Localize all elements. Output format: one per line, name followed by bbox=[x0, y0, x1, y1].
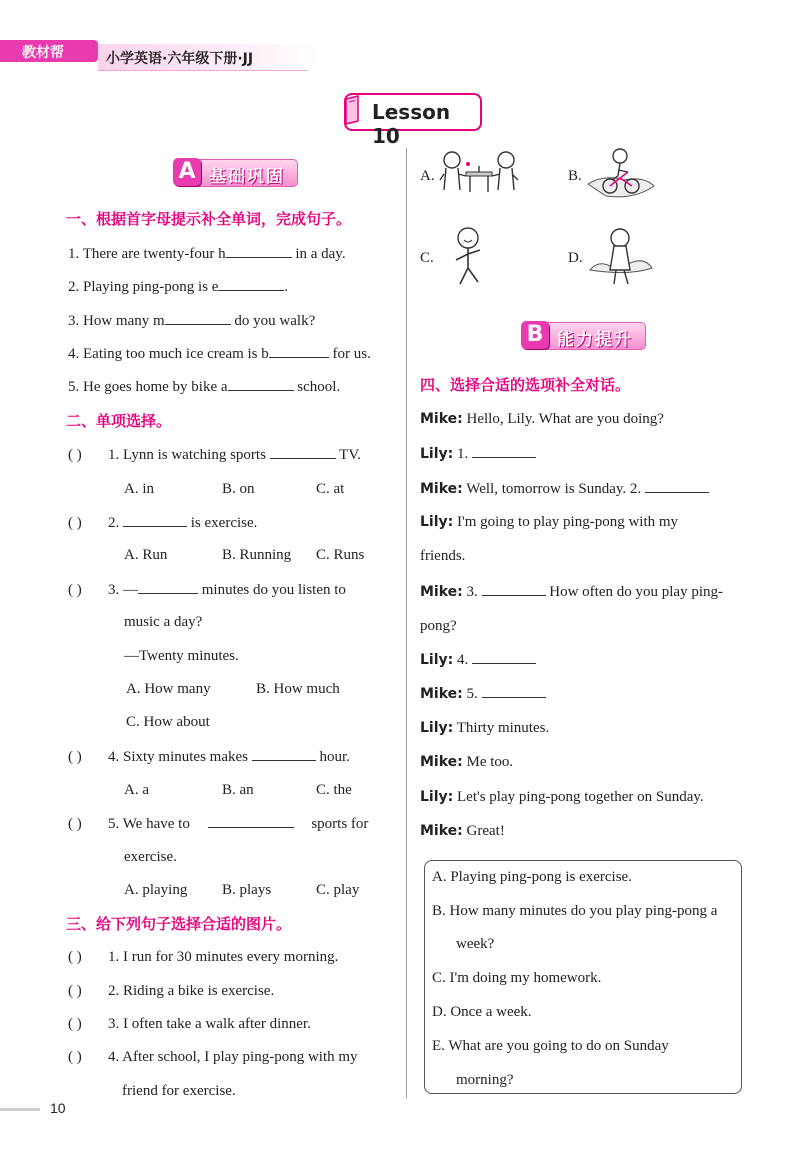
option: E. What are you going to do on Sunday bbox=[432, 1038, 669, 1054]
dialogue-line: Mike: Well, tomorrow is Sunday. 2. bbox=[420, 478, 709, 499]
question: ( ) 4. After school, I play ping-pong with my bbox=[68, 1049, 358, 1065]
dialogue-line: Mike: 3. How often do you play ping- bbox=[420, 581, 723, 602]
option-line: week? bbox=[456, 936, 495, 952]
section-b-title: 能力提升 bbox=[557, 330, 633, 350]
dialogue-line: Lily: I'm going to play ping-pong with my bbox=[420, 514, 679, 530]
section-b-header bbox=[524, 322, 646, 350]
picture-label: C. bbox=[420, 250, 434, 266]
question: ( ) 2. Riding a bike is exercise. bbox=[68, 983, 275, 999]
section-a-letter: A bbox=[173, 158, 201, 186]
dialogue-line: Lily: 1. bbox=[420, 443, 536, 464]
part1-item: 2. Playing ping-pong is e . bbox=[68, 276, 288, 297]
part1-heading: 一、根据首字母提示补全单词，完成句子。 bbox=[66, 210, 352, 228]
question: ( ) 5. We have to sports for bbox=[68, 813, 368, 834]
option: A. How many bbox=[126, 681, 211, 697]
section-a-header bbox=[176, 159, 298, 187]
option: B. How much bbox=[256, 681, 340, 697]
option: A. a bbox=[124, 782, 149, 798]
option: C. at bbox=[316, 481, 345, 497]
picture-label: B. bbox=[568, 168, 582, 184]
option: A. Playing ping-pong is exercise. bbox=[432, 869, 632, 885]
question-line: exercise. bbox=[124, 849, 177, 865]
option: C. Runs bbox=[316, 547, 365, 563]
header-brand: 教材帮 bbox=[22, 45, 64, 61]
part1-item: 3. How many m do you walk? bbox=[68, 310, 315, 331]
option-line: morning? bbox=[456, 1072, 514, 1088]
part1-item: 1. There are twenty-four h in a day. bbox=[68, 243, 346, 264]
question-line: music a day? bbox=[124, 614, 203, 630]
part4-heading: 四、选择合适的选项补全对话。 bbox=[420, 376, 631, 394]
header-subject: 小学英语·六年级下册·JJ bbox=[106, 51, 254, 67]
section-a-title: 基础巩固 bbox=[209, 167, 285, 187]
question: ( ) 3. — minutes do you listen to bbox=[68, 579, 346, 600]
section-b-letter: B bbox=[521, 321, 549, 349]
dialogue-line: Lily: Thirty minutes. bbox=[420, 720, 550, 736]
part2-heading: 二、单项选择。 bbox=[66, 412, 172, 430]
question: ( ) 1. I run for 30 minutes every morning. bbox=[68, 949, 339, 965]
option: A. Run bbox=[124, 547, 168, 563]
dialogue-line: friends. bbox=[420, 548, 466, 564]
option: C. How about bbox=[126, 714, 210, 730]
option: C. I'm doing my homework. bbox=[432, 970, 602, 986]
question: ( ) 3. I often take a walk after dinner. bbox=[68, 1016, 311, 1032]
dialogue-line: pong? bbox=[420, 618, 457, 634]
picture-label: D. bbox=[568, 250, 583, 266]
option: C. play bbox=[316, 882, 360, 898]
lesson-title: Lesson 10 bbox=[372, 100, 451, 148]
riding-bike-picture bbox=[584, 146, 656, 206]
dialogue-line: Lily: Let's play ping-pong together on Sunday. bbox=[420, 789, 704, 805]
header-subject-bar bbox=[98, 44, 318, 70]
dialogue-line: Mike: 5. bbox=[420, 683, 546, 704]
option: A. in bbox=[124, 481, 154, 497]
question: ( ) 1. Lynn is watching sports TV. bbox=[68, 444, 361, 465]
ping-pong-picture bbox=[438, 150, 520, 202]
book-icon bbox=[342, 95, 364, 125]
picture-label: A. bbox=[420, 168, 435, 184]
walking-picture bbox=[588, 226, 654, 290]
dialogue-line: Mike: Hello, Lily. What are you doing? bbox=[420, 411, 664, 427]
option: B. plays bbox=[222, 882, 272, 898]
dialogue-line: Lily: 4. bbox=[420, 649, 536, 670]
header-brand-tab bbox=[0, 40, 98, 62]
option: B. How many minutes do you play ping-pong a bbox=[432, 903, 718, 919]
header-rule bbox=[98, 70, 308, 71]
part3-heading: 三、给下列句子选择合适的图片。 bbox=[66, 915, 292, 933]
question: ( ) 2. is exercise. bbox=[68, 512, 257, 533]
running-picture bbox=[448, 226, 488, 288]
option: B. an bbox=[222, 782, 254, 798]
part1-item: 4. Eating too much ice cream is b for us. bbox=[68, 343, 371, 364]
option: A. playing bbox=[124, 882, 188, 898]
option: D. Once a week. bbox=[432, 1004, 532, 1020]
question-line: friend for exercise. bbox=[122, 1083, 236, 1099]
option: B. on bbox=[222, 481, 255, 497]
dialogue-line: Mike: Me too. bbox=[420, 754, 514, 770]
part1-item: 5. He goes home by bike a school. bbox=[68, 376, 340, 397]
page-number: 10 bbox=[50, 1100, 66, 1116]
footer-rule bbox=[0, 1108, 40, 1111]
question: ( ) 4. Sixty minutes makes hour. bbox=[68, 746, 350, 767]
lesson-title-box bbox=[344, 93, 482, 148]
column-divider bbox=[406, 148, 407, 1098]
option: C. the bbox=[316, 782, 352, 798]
question-line: —Twenty minutes. bbox=[124, 648, 239, 664]
dialogue-line: Mike: Great! bbox=[420, 823, 505, 839]
option: B. Running bbox=[222, 547, 292, 563]
